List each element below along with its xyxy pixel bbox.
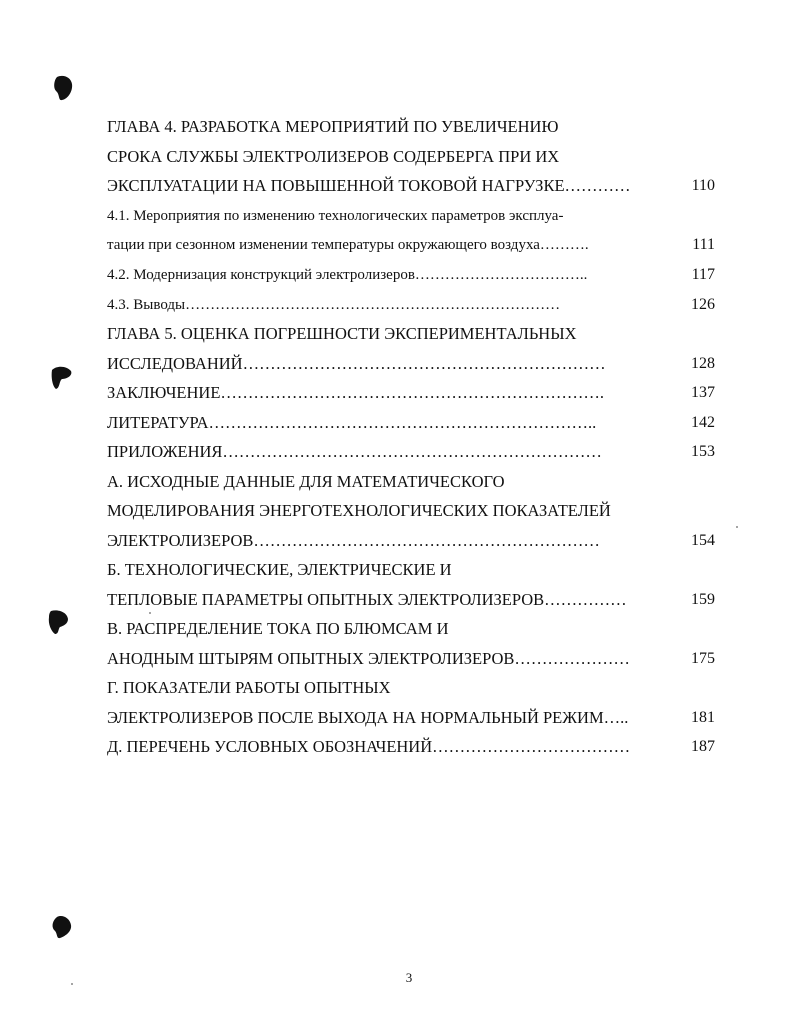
- toc-page-number: 154: [691, 532, 715, 549]
- toc-page-number: 187: [691, 738, 715, 755]
- toc-line: 4.2. Модернизация конструкций электролизеров……………………………..: [107, 267, 588, 283]
- toc-page-number: 181: [691, 709, 715, 726]
- toc-line: АНОДНЫМ ШТЫРЯМ ОПЫТНЫХ ЭЛЕКТРОЛИЗЕРОВ…………………: [107, 649, 630, 668]
- toc-line: ИССЛЕДОВАНИЙ…………………………………………………………: [107, 354, 606, 373]
- toc-line: Б. ТЕХНОЛОГИЧЕСКИЕ, ЭЛЕКТРИЧЕСКИЕ И: [107, 560, 452, 579]
- toc-line: ЭЛЕКТРОЛИЗЕРОВ………………………………………………………: [107, 531, 600, 550]
- toc-page-number: 117: [691, 266, 715, 283]
- toc-line: ЗАКЛЮЧЕНИЕ…………………………………………………………….: [107, 383, 605, 402]
- ink-blot-icon: [52, 74, 74, 102]
- toc-line: 4.1. Мероприятия по изменению технологических параметров эксплуа-: [107, 208, 564, 224]
- toc-page-number: 128: [691, 355, 715, 372]
- toc-line: ПРИЛОЖЕНИЯ……………………………………………………………: [107, 442, 602, 461]
- page-number: 3: [405, 970, 413, 985]
- toc-page-number: 159: [691, 591, 715, 608]
- ink-blot-icon: [50, 914, 74, 940]
- toc-line: А. ИСХОДНЫЕ ДАННЫЕ ДЛЯ МАТЕМАТИЧЕСКОГО: [107, 472, 505, 491]
- toc-page-number: 153: [691, 443, 715, 460]
- scan-speck: [149, 612, 151, 614]
- toc-line: ЛИТЕРАТУРА……………………………………………………………..: [107, 413, 597, 432]
- toc-page-number: 142: [691, 414, 715, 431]
- toc-line: ГЛАВА 5. ОЦЕНКА ПОГРЕШНОСТИ ЭКСПЕРИМЕНТАЛЬНЫХ: [107, 324, 577, 343]
- scan-speck: [71, 983, 73, 985]
- toc-line: ТЕПЛОВЫЕ ПАРАМЕТРЫ ОПЫТНЫХ ЭЛЕКТРОЛИЗЕРОВ……………: [107, 590, 627, 609]
- toc-line: ЭЛЕКТРОЛИЗЕРОВ ПОСЛЕ ВЫХОДА НА НОРМАЛЬНЫЙ РЕЖИМ…..: [107, 708, 629, 727]
- toc-line: 4.3. Выводы…………………………………………………………………: [107, 297, 561, 313]
- ink-blot-icon: [49, 364, 73, 390]
- ink-blot-icon: [46, 609, 70, 635]
- toc-page-number: 126: [691, 296, 715, 313]
- toc-page-number: 137: [691, 384, 715, 401]
- toc-line: Г. ПОКАЗАТЕЛИ РАБОТЫ ОПЫТНЫХ: [107, 678, 391, 697]
- toc-line: В. РАСПРЕДЕЛЕНИЕ ТОКА ПО БЛЮМСАМ И: [107, 619, 449, 638]
- toc-line: ГЛАВА 4. РАЗРАБОТКА МЕРОПРИЯТИЙ ПО УВЕЛИЧЕНИЮ: [107, 117, 559, 136]
- toc-line: тации при сезонном изменении температуры окружающего воздуха……….: [107, 237, 589, 253]
- toc-page-number: 110: [691, 177, 715, 194]
- toc-line: Д. ПЕРЕЧЕНЬ УСЛОВНЫХ ОБОЗНАЧЕНИЙ………………………………: [107, 737, 631, 756]
- toc-page-number: 111: [692, 236, 715, 253]
- toc-line: ЭКСПЛУАТАЦИИ НА ПОВЫШЕННОЙ ТОКОВОЙ НАГРУЗКЕ…………: [107, 176, 631, 195]
- toc-line: СРОКА СЛУЖБЫ ЭЛЕКТРОЛИЗЕРОВ СОДЕРБЕРГА ПРИ ИХ: [107, 147, 560, 166]
- toc-line: МОДЕЛИРОВАНИЯ ЭНЕРГОТЕХНОЛОГИЧЕСКИХ ПОКАЗАТЕЛЕЙ: [107, 501, 611, 520]
- scan-speck: [736, 526, 738, 528]
- toc-page-number: 175: [691, 650, 715, 667]
